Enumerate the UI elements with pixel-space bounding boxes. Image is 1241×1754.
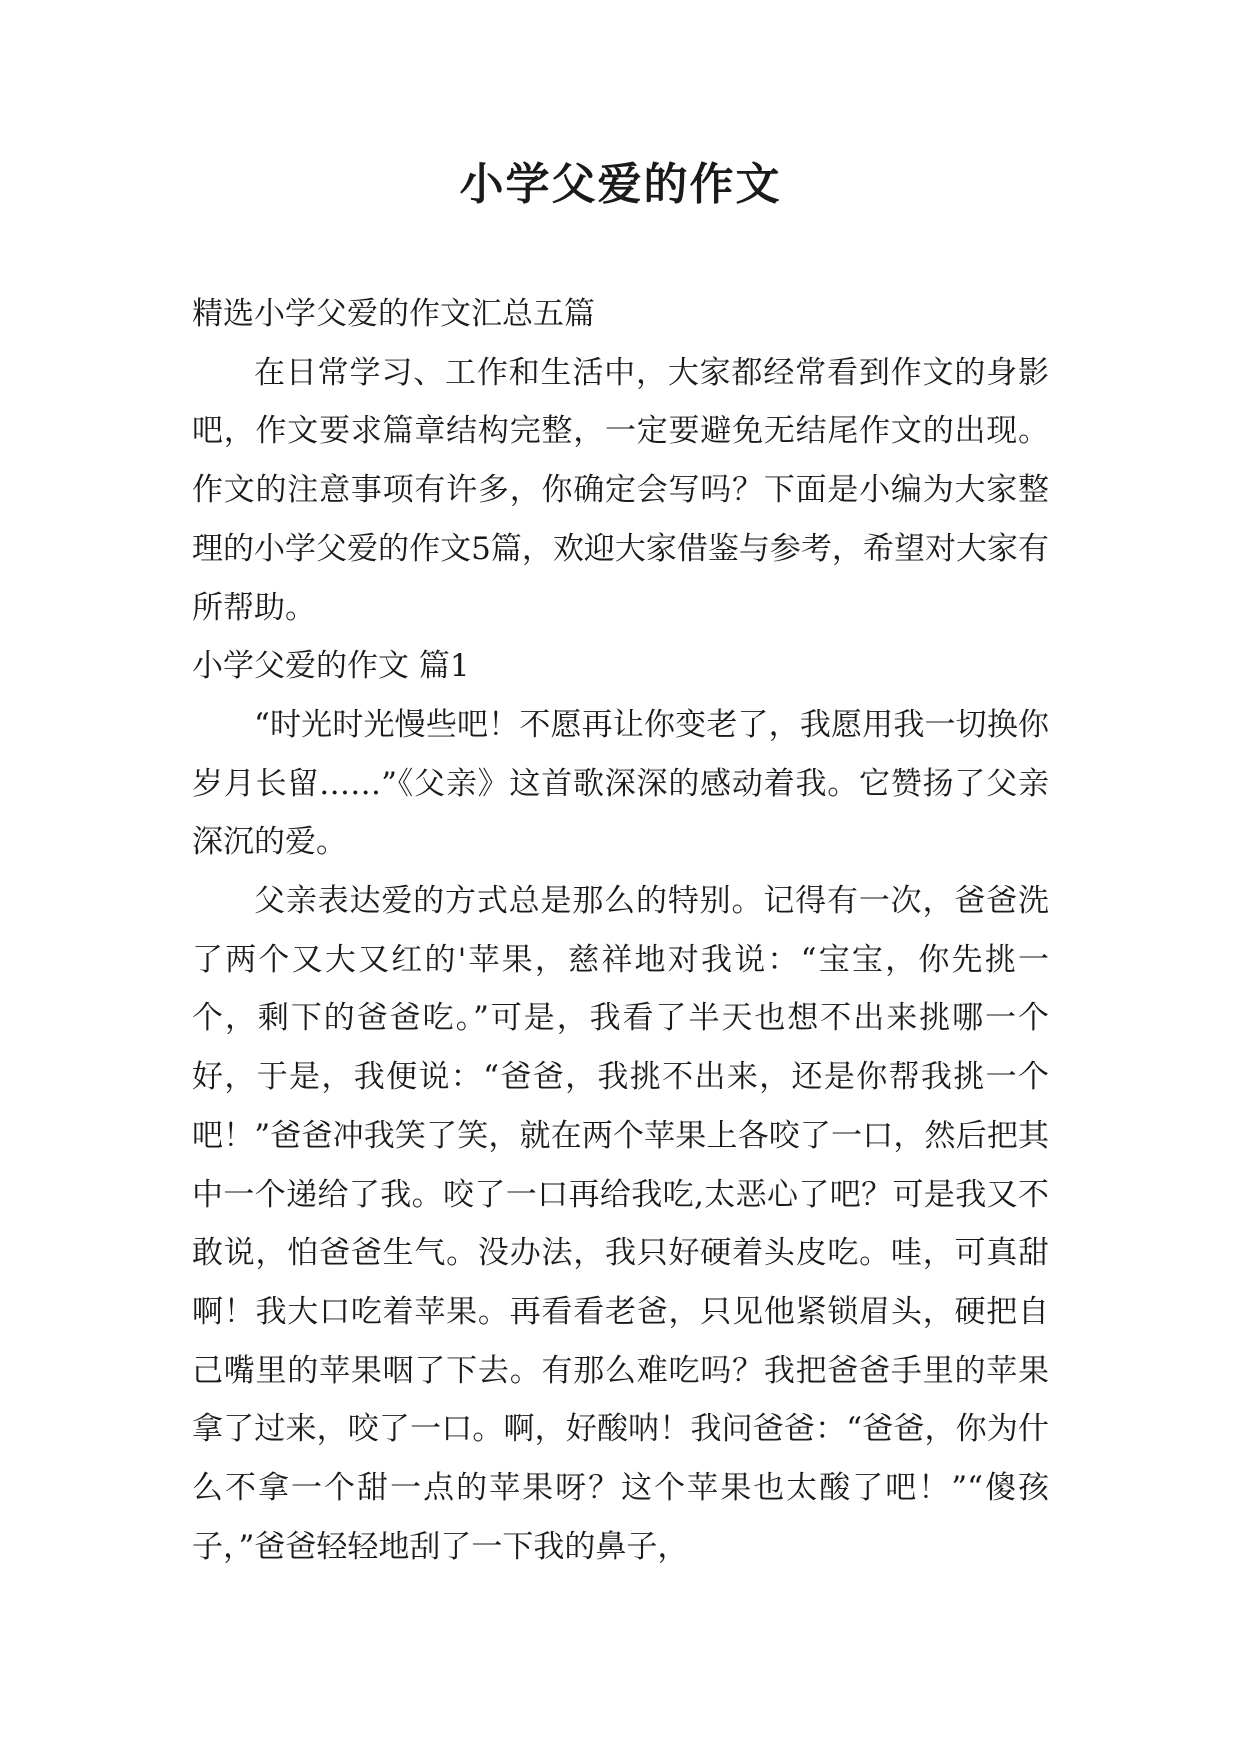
essay-paragraph: “时光时光慢些吧！不愿再让你变老了，我愿用我一切换你岁月长留……”《父亲》这首歌深深的感动着我。它赞扬了父亲深沉的爱。 — [192, 706, 1049, 861]
document-body — [192, 285, 1049, 1576]
intro-paragraph: 在日常学习、工作和生活中，大家都经常看到作文的身影吧，作文要求篇章结构完整，一定要避免无结尾作文的出现。作文的注意事项有许多，你确定会写吗？下面是小编为大家整理的小学父爱的作文5篇，欢迎大家借鉴与参考，希望对大家有所帮助。 — [192, 354, 1049, 626]
document-title: 小学父爱的作文 — [459, 159, 782, 210]
section-heading-1: 小学父爱的作文 篇1 — [192, 648, 470, 685]
collection-subtitle: 精选小学父爱的作文汇总五篇 — [192, 296, 595, 332]
essay-paragraph: 父亲表达爱的方式总是那么的特别。记得有一次，爸爸洗了两个又大又红的'苹果，慈祥地对我说：“宝宝，你先挑一个，剩下的爸爸吃。”可是，我看了半天也想不出来挑哪一个好，于是，我便说：“爸爸，我挑不出来，还是你帮我挑一个吧！”爸爸冲我笑了笑，就在两个苹果上各咬了一口，然后把其中一个递给了我。咬了一口再给我吃,太恶心了吧？可是我又不敢说，怕爸爸生气。没办法，我只好硬着头皮吃。哇，可真甜啊！我大口吃着苹果。再看看老爸，只见他紧锁眉头，硬把自己嘴里的苹果咽了下去。有那么难吃吗？我把爸爸手里的苹果拿了过来，咬了一口。啊，好酸呐！我问爸爸：“爸爸，你为什么不拿一个甜一点的苹果呀？这个苹果也太酸了吧！”“傻孩子，”爸爸轻轻地刮了一下我的鼻子， — [192, 883, 1049, 1565]
